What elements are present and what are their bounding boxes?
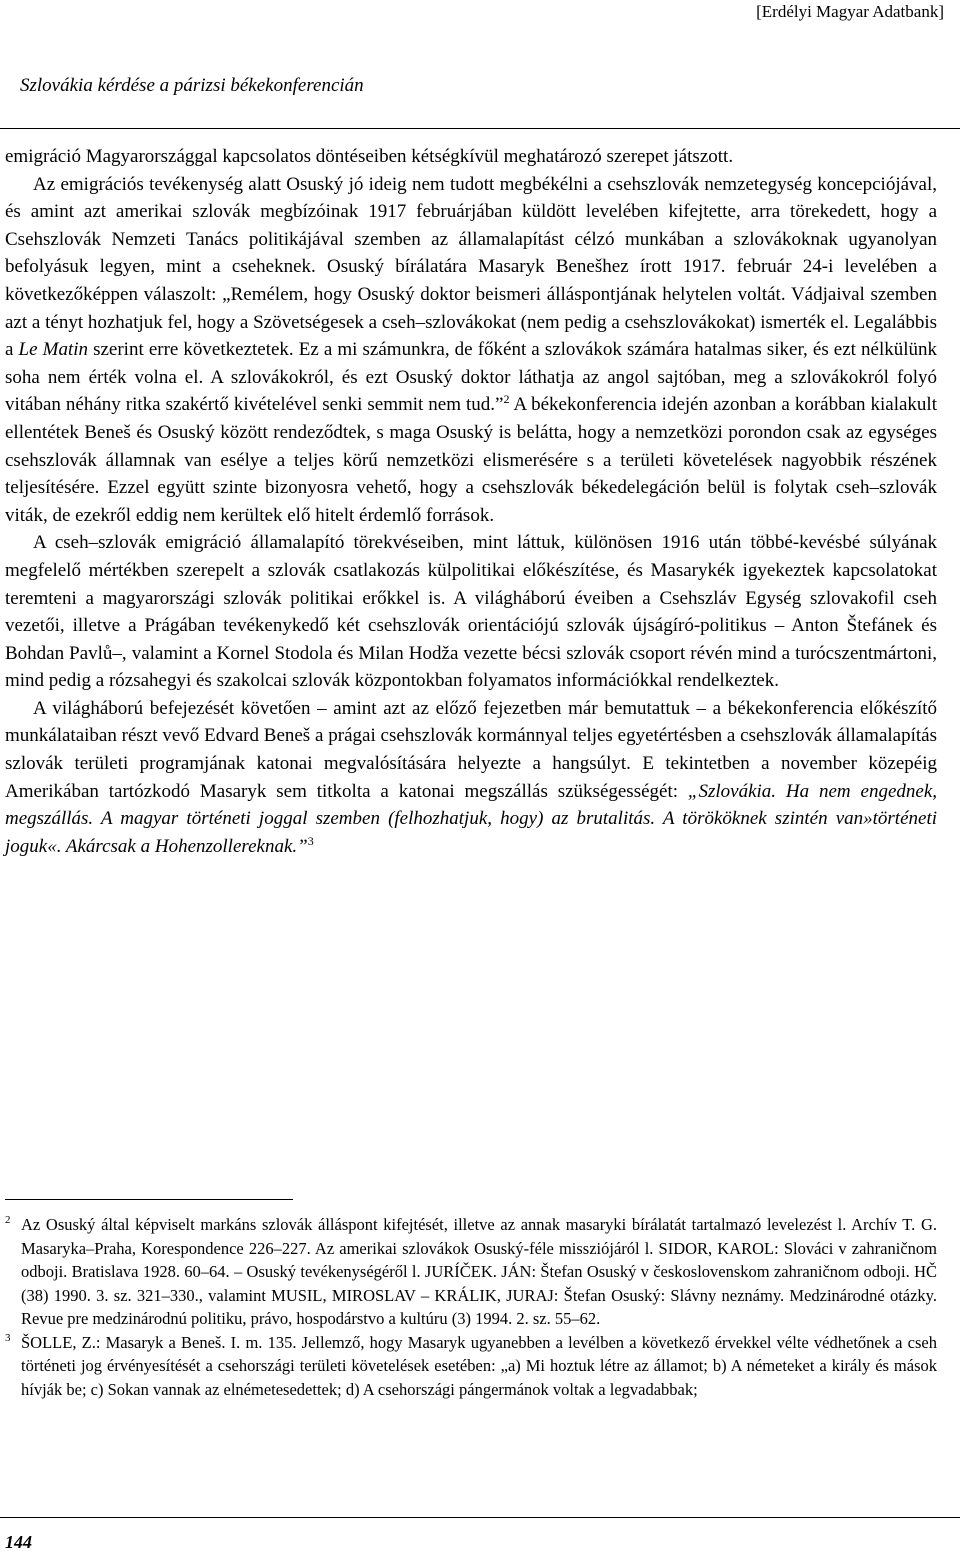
footnote-ref-2[interactable]: 2 [503,392,510,407]
footnote-3 [5,1331,937,1402]
chapter-subtitle: Szlovákia kérdése a párizsi békekonferencián [20,75,364,96]
footnote-number: 3 [5,1331,11,1344]
paragraph-2-part-a: Az emigrációs tevékenység alatt Osuský jó ideig nem tudott megbékélni a csehszlovák nemzetegység koncepciójával, és amint azt amerikai szlovák megbízóinak 1917 februárjában küldött levelében kifejtette, arra törekedett, hogy a Csehszlovák Nemzeti Tanács politikájával szemben az államalapítást célzó munkában a szlovákoknak ugyanolyan befolyásuk legyen, mint a cseheknek. Osuský bírálatára Masaryk Benešhez írott 1917. február 24-i levelében a következőképpen válaszolt: „Remélem, hogy Osuský doktor beismeri álláspontjának helytelen voltát. Vádjaival szemben azt a tényt hozhatjuk fel, hogy a Szövetségesek a cseh–szlovákokat (nem pedig a csehszlovákokat) ismerték el. Legalábbis a [5,173,937,361]
footnote-number: 2 [5,1214,11,1226]
paragraph-3: A cseh–szlovák emigráció államalapító törekvéseiben, mint láttuk, különösen 1916 után többé-kevésbé súlyának megfelelő mértékben szerepelt a szlovák csatlakozás külpolitikai előkészítése, és Masarykék igyekeztek kapcsolatokat teremteni a magyarországi szlovák politikai erőkkel is. A világháború éveiben a Csehszláv Egység szlovakofil cseh vezetői, illetve a Prágában tevékenykedő két csehszlovák orientációjú szlovák újságíró-politikus – Anton Štefánek és Bohdan Pavlů–, valamint a Kornel Stodola és Milan Hodža vezette bécsi szlovák csoport révén mind a turócszentmártoni, mind pedig a rózsahegyi és szakolcai szlovák központokban folyamatos információkkal rendelkeztek. [5,532,937,692]
paragraph-4 [5,695,937,861]
source-header: [Erdélyi Magyar Adatbank] [756,2,944,21]
paragraph-4-part-a: A világháború befejezését követően – amint azt az előző fejezetben már bemutattuk – a békekonferencia előkészítő munkálataiban részt vevő Edvard Beneš a prágai csehszlovák kormánnyal teljes egyetértésben a csehszlovák államalapítás szlovák területi programjának katonai megvalósítására helyezte a hangsúlyt. E tekintetben a november közepéig Amerikában tartózkodó Masaryk sem titkolta a katonai megszállás szükségességét: [5,697,937,802]
newspaper-title: Le Matin [18,339,88,361]
footer-divider [0,1517,960,1518]
masaryk-quote: „Szlovákia. Ha nem engednek, megszállás. A magyar történeti joggal szemben (felhozhatjuk, hogy) az brutalitás. A törököknek szintén van»történeti joguk«. Akárcsak a Hohenzollereknak.” [5,780,938,857]
footnote-ref-3[interactable]: 3 [307,833,314,848]
paragraph-1: emigráció Magyarországgal kapcsolatos döntéseiben kétségkívül meghatározó szerepet játszott. [5,146,734,167]
footnote-2 [5,1213,937,1331]
paragraph-2-part-b: szerint erre következtetek. Ez a mi számunkra, de főként a szlovákok számára hatalmas siker, és ezt nélkülünk soha nem érték volna el. A szlovákokról, és ezt Osuský doktor láthatja az angol sajtóban, meg a szlovákokról folyó vitában néhány ritka szakértő kivételével senki semmit nem tud.” [5,339,938,416]
footnotes [5,1213,937,1401]
paragraph-2-part-c: A békekonferencia idején azonban a korábban kialakult ellentétek Beneš és Osuský között rendeződtek, s maga Osuský is belátta, hogy a nemzetközi porondon csak az egységes csehszlovák államnak van esélye a teljes körű nemzetközi elismerésére s a területi követelések nagyobbik részének teljesítésére. Ezzel együtt szinte bizonyosra vehető, hogy a csehszlovák békedelegáción belül is folytak cseh–szlovák viták, de ezekről eddig nem kerültek elő hitelt érdemlő források. [5,394,937,526]
main-text [5,143,937,860]
header-divider [0,128,960,129]
footnote-text: ŠOLLE, Z.: Masaryk a Beneš. I. m. 135. Jellemző, hogy Masaryk ugyanebben a levélben a következő érvekkel vélte védhetőnek a cseh történeti jog érvényesítését a csehországi területi követelések esetében: „a) Mi hoztuk létre az államot; b) A németeket a király és mások hívják be; c) Sokan vannak az elnémetesedettek; d) A csehországi pángermánok voltak a legvadabbak; [21,1332,937,1399]
footnote-text: Az Osuský által képviselt markáns szlovák álláspont kifejtését, illetve az annak masaryki bírálatát tartalmazó levelezést l. Archív T. G. Masaryka–Praha, Korespondence 226–227. Az amerikai szlovákok Osuský-féle missziójáról l. SIDOR, KAROL: Slováci v zahraničnom odboji. Bratislava 1928. 60–64. – Osuský tevékenységéről l. JURÍČEK. JÁN: Štefan Osuský v československom zahraničnom odboji. HČ (38) 1990. 3. sz. 321–330., valamint MUSIL, MIROSLAV – KRÁLIK, JURAJ: Štefan Osuský: Slávny neznámy. Medzinárodné otázky. Revue pre medzinárodnú politiku, právo, hospodárstvo a kultúru (3) 1994. 2. sz. 55–62. [21,1215,937,1328]
paragraph-2 [5,171,937,530]
page-number: 144 [5,1532,32,1552]
footnote-divider [5,1199,293,1200]
